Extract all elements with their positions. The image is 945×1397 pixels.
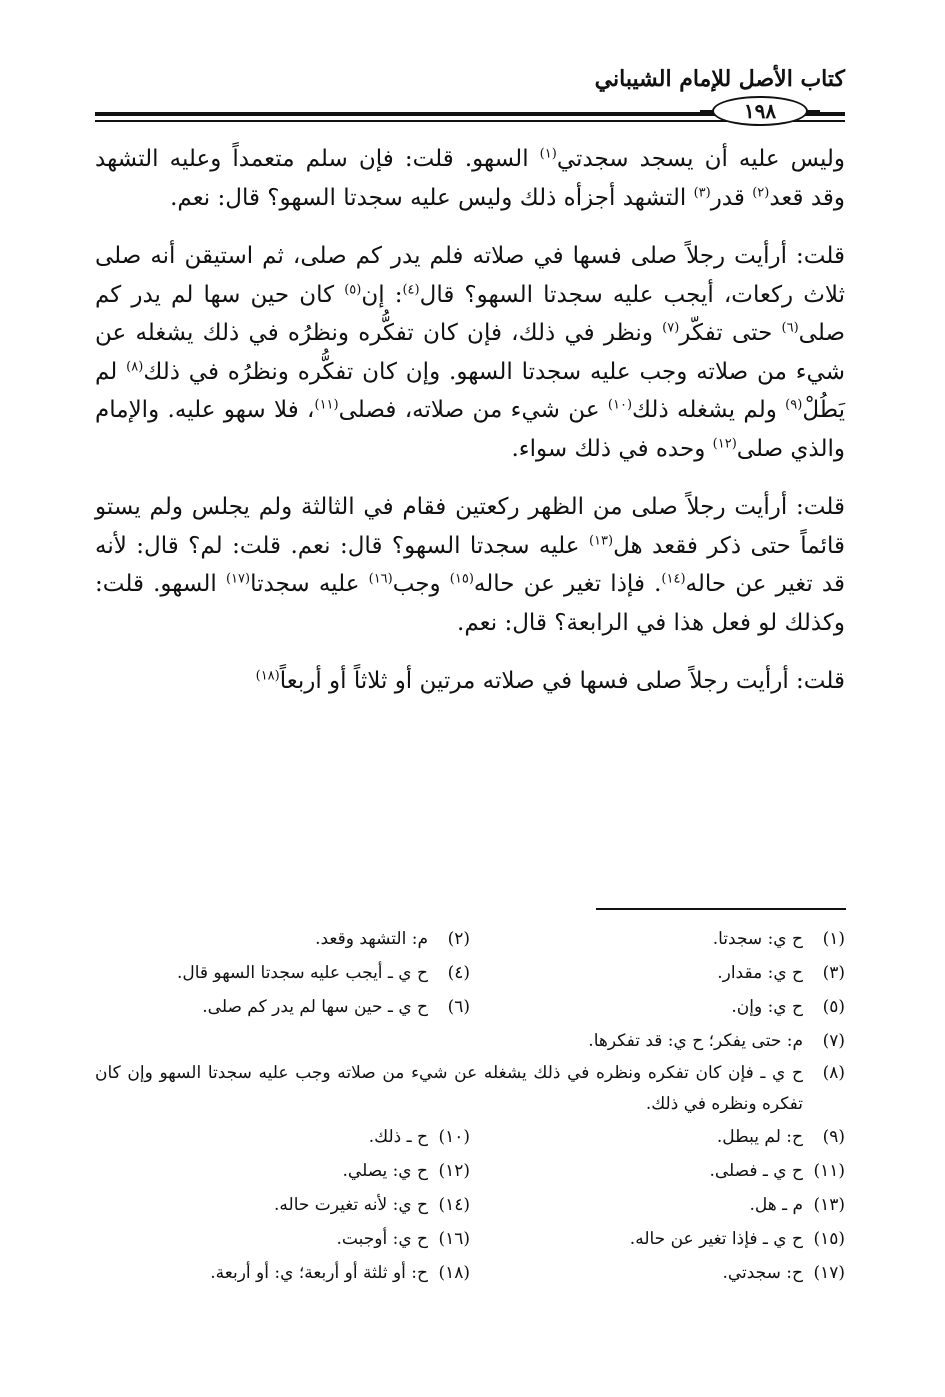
footnote (95, 1188, 470, 1222)
footnote-text: ح ي ـ فإذا تغير عن حاله. (629, 1229, 803, 1249)
text-run: وحده في ذلك سواء. (511, 435, 713, 462)
footnote-ref: (١٤) (661, 571, 686, 587)
footnote-text: ح ي ـ فصلى. (709, 1161, 803, 1181)
text-run: ولم يشغله ذلك (632, 397, 786, 423)
footnote (95, 1256, 470, 1290)
footnote-text: ح: لم يبطل. (716, 1127, 803, 1147)
footnote-ref: (٧) (662, 320, 680, 336)
body-paragraph (95, 140, 845, 217)
text-run: عليه سجدتا السهو؟ قال: نعم. قلت: لم؟ قال: لأنه قد تغير عن حاله (95, 532, 845, 597)
footnote (470, 990, 845, 1024)
footnote (95, 1120, 470, 1154)
footnote (95, 1154, 470, 1188)
footnote-ref: (١٣) (588, 532, 614, 548)
footnote (470, 1222, 845, 1256)
footnote-ref: (١٨) (255, 668, 280, 684)
text-run: ونظر في ذلك، فإن كان تفكُّره ونظرُه في ذلك يشغله عن شيء من صلاته وجب عليه سجدتا السهو. وإن كان تفكُّره ونظرُه في ذلك (95, 320, 845, 385)
footnote-ref: (٢) (752, 184, 770, 200)
text-run: قدر (710, 184, 753, 211)
text-run: قلت: أرأيت رجلاً صلى من الظهر ركعتين فقام في الثالثة ولم يجلس ولم يستو قائماً حتى ذكر فقعد هل (95, 494, 845, 559)
footnote-row (95, 1256, 845, 1290)
footnote-number: (٢) (447, 929, 470, 949)
footnote (470, 956, 845, 990)
footnote-separator (596, 908, 846, 910)
footnote-ref: (٥) (344, 281, 362, 297)
footnote-number: (١٧) (813, 1263, 845, 1283)
text-run: كان حين سها لم يدر كم صلى (95, 281, 845, 346)
footnote-number: (١٠) (438, 1127, 470, 1147)
text-run: عليه سجدتا (250, 571, 369, 597)
footnote (470, 1256, 845, 1290)
text-run: قلت: أرأيت رجلاً صلى فسها في صلاته فلم يدر كم صلى، ثم استيقن أنه صلى ثلاث ركعات، أيجب عليه سجدتا السهو؟ قال (95, 243, 846, 308)
footnote-ref: (٨) (126, 358, 144, 374)
page-number: ١٩٨ (712, 96, 808, 126)
footnote-text: ح ي ـ أيجب عليه سجدتا السهو قال. (176, 963, 428, 983)
footnote-text: ح ي ـ حين سها لم يدر كم صلى. (202, 997, 428, 1017)
text-run: لم يَطُلْ (95, 358, 845, 423)
footnote-number: (٩) (822, 1127, 845, 1147)
footnote-text: ح ي: مقدار. (717, 963, 803, 983)
footnote-number: (١٨) (438, 1263, 470, 1283)
footnote (95, 1058, 845, 1120)
text-run: : إن (361, 281, 403, 308)
footnote-row (95, 1222, 845, 1256)
footnote-text: ح ـ ذلك. (368, 1127, 428, 1147)
footnote-ref: (١٢) (712, 435, 737, 451)
footnote-row (95, 922, 845, 956)
footnote-text: ح ي: لأنه تغيرت حاله. (274, 1195, 428, 1215)
footnote-ref: (٩) (785, 397, 803, 413)
text-run: وليس عليه أن يسجد سجدتي (556, 146, 846, 172)
footnotes (95, 922, 845, 1290)
footnote-number: (١) (822, 929, 845, 949)
footnote-ref: (١٧) (225, 571, 251, 587)
footnote-ref: (١٠) (607, 397, 633, 413)
footnote-row (95, 1154, 845, 1188)
footnote-ref: (١٦) (368, 571, 393, 587)
footnote-number: (٧) (822, 1031, 845, 1051)
footnote-ref: (١١) (314, 397, 339, 413)
footnote (95, 1222, 470, 1256)
footnote-number: (١٣) (813, 1195, 845, 1215)
footnote (95, 956, 470, 990)
footnote-number: (١٥) (813, 1229, 845, 1249)
text-run: وجب (392, 571, 450, 597)
footnote-text: ح: أو ثلثة أو أربعة؛ ي: أو أربعة. (210, 1263, 428, 1283)
footnote-text: ح ي: أوجبت. (336, 1229, 428, 1249)
footnote-row (95, 956, 845, 990)
footnote-number: (١٤) (438, 1195, 470, 1215)
footnote-text: م ـ هل. (749, 1195, 803, 1215)
footnote-number: (٣) (822, 963, 845, 983)
footnote-number: (٨) (822, 1063, 845, 1083)
footnote (470, 922, 845, 956)
book-title: كتاب الأصل للإمام الشيباني (594, 66, 845, 92)
footnote-row (95, 990, 845, 1024)
text-run: قلت: أرأيت رجلاً صلى فسها في صلاته مرتين أو ثلاثاً أو أربعاً (279, 668, 845, 694)
footnote-ref: (١) (539, 146, 557, 162)
footnote (470, 1188, 845, 1222)
footnote-ref: (٦) (781, 320, 799, 336)
footnote (470, 1120, 845, 1154)
body-paragraph (95, 662, 845, 701)
text-run: حتى تفكّر (679, 320, 782, 346)
footnote-ref: (٤) (402, 281, 420, 297)
footnote-number: (٥) (822, 997, 845, 1017)
footnote (95, 990, 470, 1024)
main-text (95, 140, 845, 701)
footnote-row (95, 1120, 845, 1154)
footnote-text: ح ي: يصلي. (342, 1161, 428, 1181)
footnote-text: م: حتى يفكر؛ ح ي: قد تفكرها. (588, 1031, 803, 1051)
text-run: السهو. قلت: وكذلك لو فعل هذا في الرابعة؟ قال: نعم. (95, 571, 845, 636)
footnote-ref: (١٥) (449, 571, 474, 587)
footnote-text: ح ي: وإن. (731, 997, 803, 1017)
footnote (95, 1024, 845, 1058)
footnote-text: ح ي ـ فإن كان تفكره ونظره في ذلك يشغله عن شيء من صلاته وجب عليه سجدتا السهو وإن كان تفكره ونظره في ذلك. (95, 1063, 803, 1114)
footnote-number: (٤) (447, 963, 470, 983)
footnote-number: (٦) (447, 997, 470, 1017)
footnote-text: ح: سجدتي. (722, 1263, 803, 1283)
text-run: . فإذا تغير عن حاله (473, 571, 662, 597)
footnote (470, 1154, 845, 1188)
text-run: السهو. قلت: فإن سلم متعمداً وعليه التشهد وقد قعد (95, 146, 845, 211)
body-paragraph (95, 488, 845, 642)
footnote-text: ح ي: سجدتا. (712, 929, 803, 949)
body-paragraph (95, 237, 845, 468)
text-run: التشهد أجزأه ذلك وليس عليه سجدتا السهو؟ قال: نعم. (170, 184, 694, 211)
footnote-number: (١١) (813, 1161, 845, 1181)
footnote-ref: (٣) (693, 184, 711, 200)
footnote (95, 922, 470, 956)
footnote-row (95, 1188, 845, 1222)
text-run: ، فلا سهو عليه. والإمام والذي صلى (95, 397, 845, 462)
footnote-number: (١٦) (438, 1229, 470, 1249)
footnote-text: م: التشهد وقعد. (315, 929, 428, 949)
footnote-number: (١٢) (438, 1161, 470, 1181)
text-run: عن شيء من صلاته، فصلى (338, 397, 608, 423)
